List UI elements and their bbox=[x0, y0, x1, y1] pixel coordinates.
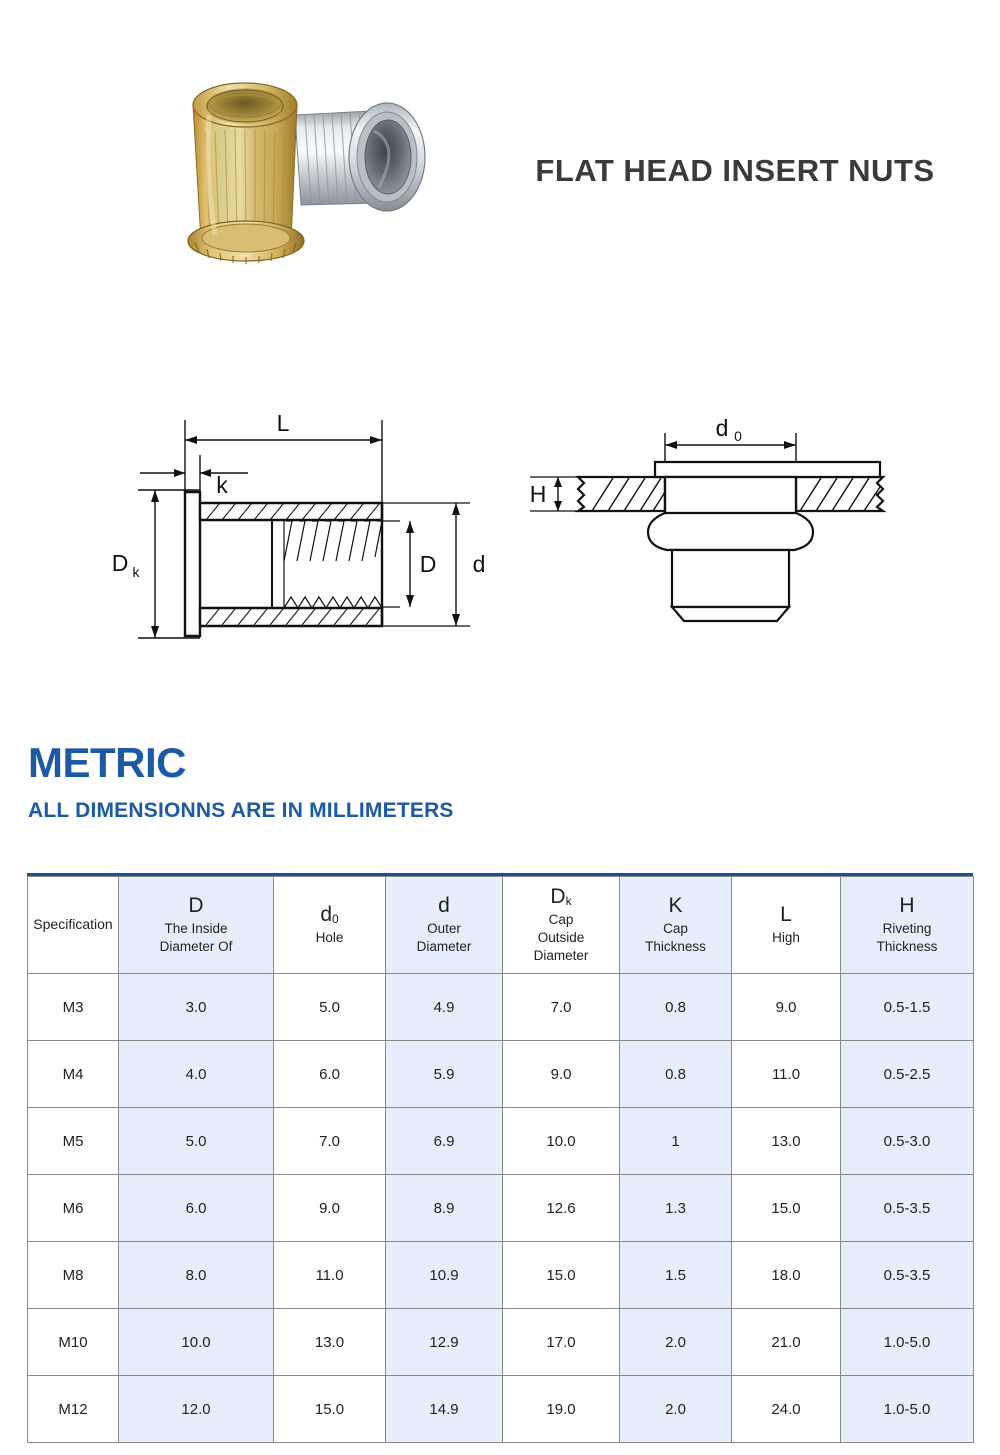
cell-d: 12.9 bbox=[386, 1309, 503, 1376]
cell-H: 0.5-3.5 bbox=[841, 1175, 974, 1242]
units-note: ALL DIMENSIONNS ARE IN MILLIMETERS bbox=[28, 799, 454, 822]
cell-K: 1 bbox=[620, 1108, 732, 1175]
cell-d0: 15.0 bbox=[274, 1376, 386, 1443]
column-description: High bbox=[772, 929, 800, 945]
cell-Dk: 12.6 bbox=[503, 1175, 620, 1242]
column-description: Outer Diameter bbox=[416, 920, 472, 955]
cell-D: 5.0 bbox=[119, 1108, 274, 1175]
table-row bbox=[28, 1108, 974, 1175]
cell-H: 0.5-1.5 bbox=[841, 974, 974, 1041]
drawing-side-section bbox=[112, 410, 486, 638]
cell-D: 3.0 bbox=[119, 974, 274, 1041]
column-description: The Inside Diameter Of bbox=[159, 920, 233, 955]
column-header-d bbox=[386, 877, 503, 974]
column-symbol: K bbox=[668, 893, 683, 917]
column-symbol: $D_k$ bbox=[550, 884, 572, 908]
cell-specification: M6 bbox=[28, 1175, 119, 1242]
cell-d: 14.9 bbox=[386, 1376, 503, 1443]
rivet-nuts-illustration bbox=[175, 45, 450, 275]
column-description: Hole bbox=[315, 929, 344, 945]
table-header-row bbox=[28, 877, 974, 974]
column-symbol: H bbox=[899, 893, 915, 917]
cell-Dk: 7.0 bbox=[503, 974, 620, 1041]
column-symbol: L bbox=[780, 902, 792, 926]
column-header-d0 bbox=[274, 877, 386, 974]
page-title: FLAT HEAD INSERT NUTS bbox=[535, 153, 935, 188]
cell-K: 1.3 bbox=[620, 1175, 732, 1242]
silver-rivet-nut bbox=[295, 103, 425, 211]
cell-Dk: 15.0 bbox=[503, 1242, 620, 1309]
label-d0: d bbox=[715, 415, 729, 441]
metric-heading-block bbox=[28, 739, 828, 822]
cell-K: 2.0 bbox=[620, 1309, 732, 1376]
column-symbol: d bbox=[438, 893, 450, 917]
label-Dk-sub: k bbox=[132, 564, 140, 580]
specification-table bbox=[27, 876, 974, 1443]
cell-H: 0.5-3.0 bbox=[841, 1108, 974, 1175]
cell-D: 8.0 bbox=[119, 1242, 274, 1309]
cell-L: 9.0 bbox=[732, 974, 841, 1041]
column-header-k bbox=[620, 877, 732, 974]
cell-K: 0.8 bbox=[620, 974, 732, 1041]
column-symbol: $d_0$ bbox=[320, 902, 339, 926]
table-row bbox=[28, 1242, 974, 1309]
gold-rivet-nut bbox=[188, 83, 304, 264]
cell-L: 21.0 bbox=[732, 1309, 841, 1376]
column-header-d bbox=[119, 877, 274, 974]
cell-d0: 6.0 bbox=[274, 1041, 386, 1108]
cell-D: 12.0 bbox=[119, 1376, 274, 1443]
cell-D: 6.0 bbox=[119, 1175, 274, 1242]
cell-d: 5.9 bbox=[386, 1041, 503, 1108]
cell-L: 13.0 bbox=[732, 1108, 841, 1175]
table-row bbox=[28, 1175, 974, 1242]
table-row bbox=[28, 1376, 974, 1443]
cell-H: 0.5-2.5 bbox=[841, 1041, 974, 1108]
table-row bbox=[28, 974, 974, 1041]
cell-specification: M5 bbox=[28, 1108, 119, 1175]
product-photo bbox=[175, 45, 450, 275]
cell-d0: 11.0 bbox=[274, 1242, 386, 1309]
cell-d: 6.9 bbox=[386, 1108, 503, 1175]
cell-K: 1.5 bbox=[620, 1242, 732, 1309]
cell-specification: M12 bbox=[28, 1376, 119, 1443]
column-symbol-subscript: 0 bbox=[332, 911, 339, 926]
cell-L: 15.0 bbox=[732, 1175, 841, 1242]
technical-drawings bbox=[0, 395, 1000, 695]
label-D: D bbox=[419, 551, 437, 577]
spec-table-container bbox=[27, 873, 973, 1443]
table-row bbox=[28, 1041, 974, 1108]
cell-Dk: 19.0 bbox=[503, 1376, 620, 1443]
cell-specification: M10 bbox=[28, 1309, 119, 1376]
cell-Dk: 9.0 bbox=[503, 1041, 620, 1108]
cell-d: 8.9 bbox=[386, 1175, 503, 1242]
label-d: d bbox=[472, 551, 486, 577]
cell-Dk: 10.0 bbox=[503, 1108, 620, 1175]
table-row bbox=[28, 1309, 974, 1376]
table-body bbox=[28, 974, 974, 1443]
cell-d: 10.9 bbox=[386, 1242, 503, 1309]
hero-section bbox=[0, 0, 1000, 300]
column-header-l bbox=[732, 877, 841, 974]
column-description: Cap Thickness bbox=[645, 920, 706, 955]
cell-K: 0.8 bbox=[620, 1041, 732, 1108]
column-symbol: D bbox=[188, 893, 204, 917]
cell-H: 1.0-5.0 bbox=[841, 1309, 974, 1376]
column-header-label: Specification bbox=[33, 916, 113, 932]
cell-specification: M3 bbox=[28, 974, 119, 1041]
cell-specification: M4 bbox=[28, 1041, 119, 1108]
column-header-dk bbox=[503, 877, 620, 974]
label-d0-sub: 0 bbox=[734, 428, 742, 444]
cell-d0: 13.0 bbox=[274, 1309, 386, 1376]
cell-H: 1.0-5.0 bbox=[841, 1376, 974, 1443]
label-L: L bbox=[276, 410, 290, 436]
cell-d0: 9.0 bbox=[274, 1175, 386, 1242]
cell-Dk: 17.0 bbox=[503, 1309, 620, 1376]
cell-D: 10.0 bbox=[119, 1309, 274, 1376]
column-description: Riveting Thickness bbox=[876, 920, 938, 955]
cell-D: 4.0 bbox=[119, 1041, 274, 1108]
cell-d0: 7.0 bbox=[274, 1108, 386, 1175]
column-header-h bbox=[841, 877, 974, 974]
drawing-installed-view bbox=[530, 415, 883, 621]
label-k: k bbox=[216, 472, 228, 498]
metric-title: METRIC bbox=[28, 739, 186, 786]
cell-L: 11.0 bbox=[732, 1041, 841, 1108]
column-symbol-subscript: k bbox=[565, 893, 572, 908]
cell-d: 4.9 bbox=[386, 974, 503, 1041]
column-description: Cap Outside Diameter bbox=[533, 911, 589, 964]
cell-L: 18.0 bbox=[732, 1242, 841, 1309]
column-header-specification bbox=[28, 877, 119, 974]
cell-K: 2.0 bbox=[620, 1376, 732, 1443]
label-Dk: D bbox=[111, 550, 129, 576]
cell-specification: M8 bbox=[28, 1242, 119, 1309]
cell-d0: 5.0 bbox=[274, 974, 386, 1041]
cell-H: 0.5-3.5 bbox=[841, 1242, 974, 1309]
label-H: H bbox=[529, 481, 547, 507]
cell-L: 24.0 bbox=[732, 1376, 841, 1443]
